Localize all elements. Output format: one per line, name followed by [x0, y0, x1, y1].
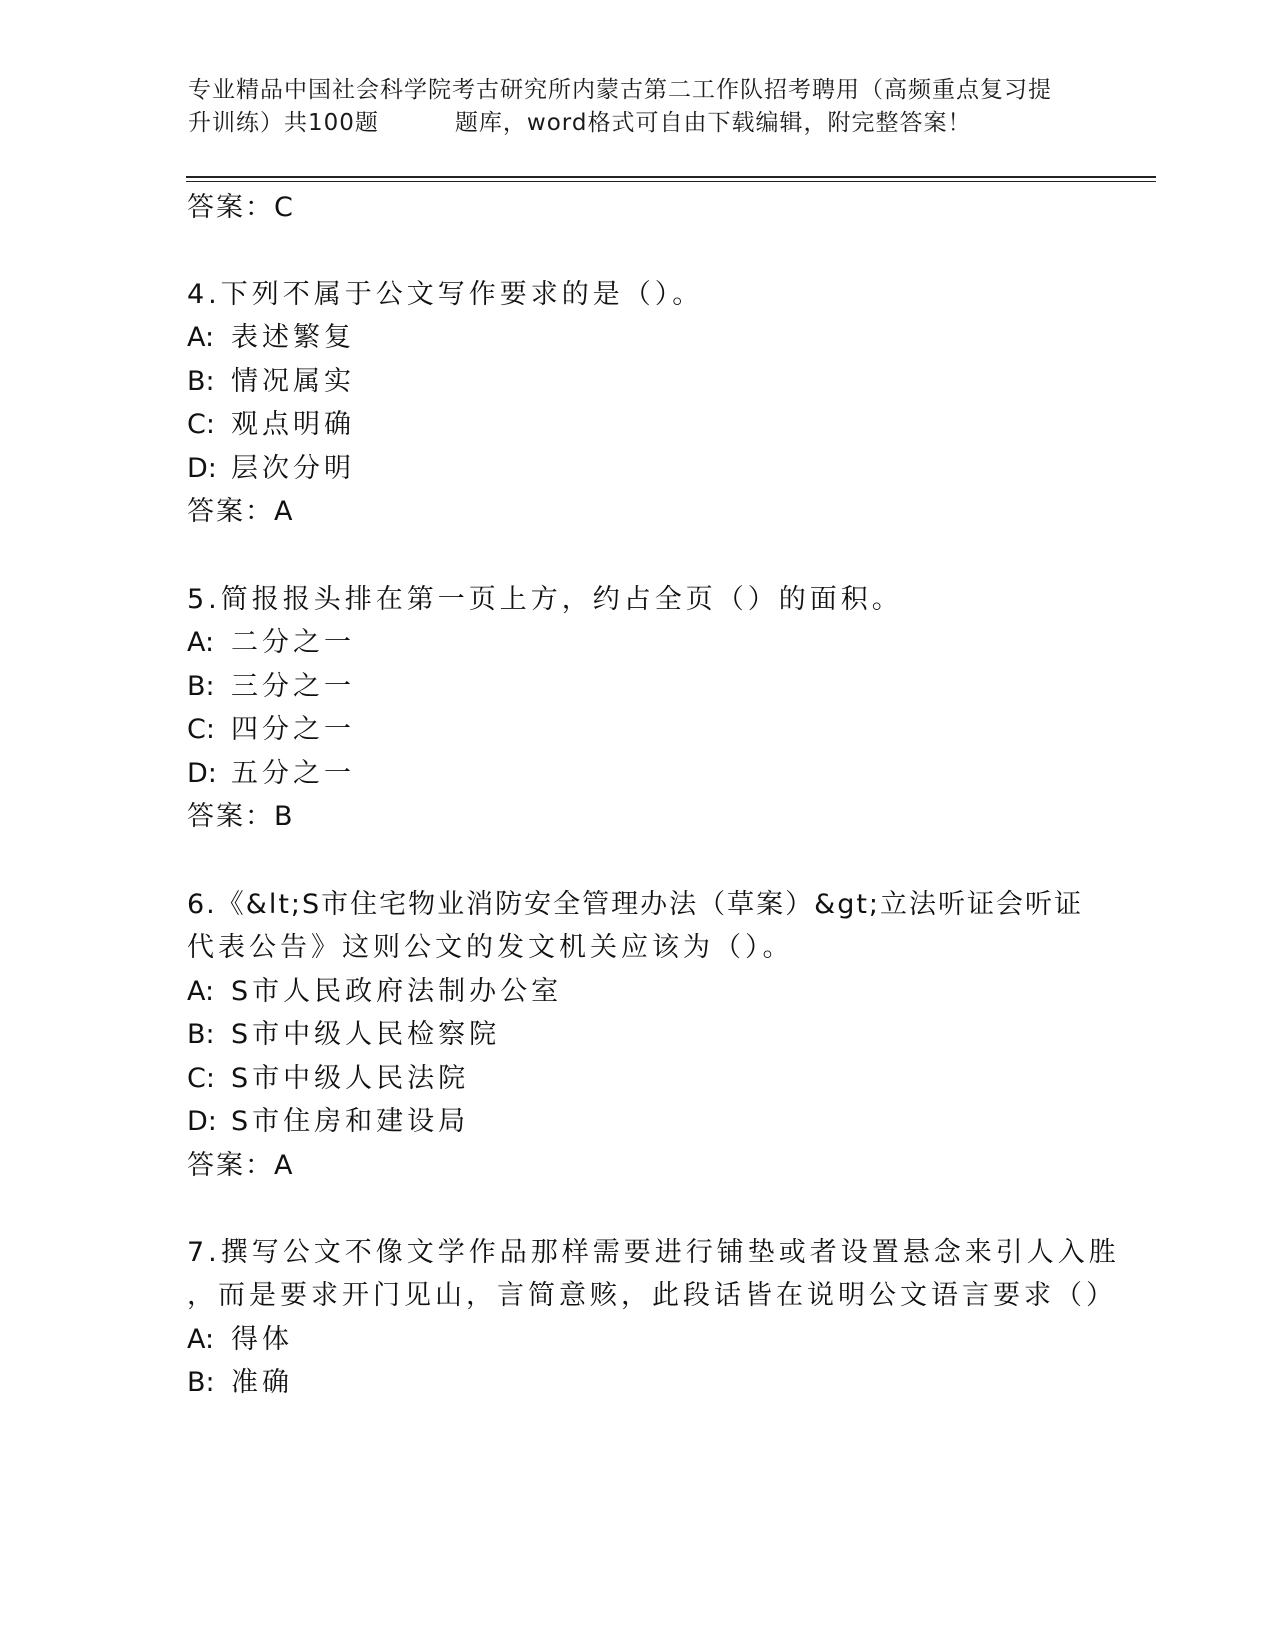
- header-rule-thin: [186, 181, 1156, 182]
- q4-option-a-letter: A:: [187, 322, 215, 353]
- q7-stem-line-2: ，而是要求开门见山，言简意赅，此段话皆在说明公文语言要求（）: [187, 1280, 1117, 1311]
- q4-option-b: [187, 364, 355, 400]
- q6-option-b: [187, 1017, 500, 1053]
- q4-answer-value: A: [274, 496, 294, 527]
- q6-answer-label: 答案：: [187, 1150, 274, 1181]
- q4-stem: 4.下列不属于公文写作要求的是（）。: [187, 279, 704, 310]
- header-line-2-right: 题库，word格式可自由下载编辑，附完整答案！: [454, 110, 972, 136]
- header-line-1: 专业精品中国社会科学院考古研究所内蒙古第二工作队招考聘用（高频重点复习提: [188, 77, 1052, 103]
- q4-answer-label: 答案：: [187, 496, 274, 527]
- q7-option-a: [187, 1322, 293, 1358]
- q6-option-d: [187, 1104, 469, 1140]
- q4-option-c-text: 观点明确: [231, 409, 355, 440]
- q6-option-b-letter: B:: [187, 1019, 215, 1050]
- q4-answer: [187, 494, 293, 530]
- q4-option-d-letter: D:: [187, 453, 217, 484]
- q5-option-c-text: 四分之一: [231, 714, 355, 745]
- q5-option-b: [187, 669, 355, 705]
- q7-option-b: [187, 1365, 293, 1401]
- q5-option-d-text: 五分之一: [231, 758, 355, 789]
- q4-option-a-text: 表述繁复: [231, 322, 355, 353]
- q6-option-a: [187, 974, 562, 1010]
- q6-stem-line-1: 6.《&lt;S市住宅物业消防安全管理办法（草案）&gt;立法听证会听证: [187, 889, 1084, 920]
- q4-option-d-text: 层次分明: [231, 453, 355, 484]
- q6-option-a-text: S市人民政府法制办公室: [231, 976, 563, 1007]
- q5-option-c: [187, 712, 355, 748]
- q6-option-c: [187, 1061, 469, 1097]
- header-rule-thick: [186, 176, 1156, 178]
- header-line-2: [188, 107, 1088, 140]
- q6-option-c-text: S市中级人民法院: [231, 1063, 470, 1094]
- page-header: [188, 74, 1088, 140]
- q6-option-d-letter: D:: [187, 1106, 217, 1137]
- q3-answer-label: 答案：: [187, 192, 274, 223]
- q3-answer-value: C: [274, 192, 294, 223]
- q5-option-a: [187, 625, 355, 661]
- q6-answer: [187, 1148, 293, 1184]
- q7-option-b-letter: B:: [187, 1367, 215, 1398]
- q5-option-a-letter: A:: [187, 627, 215, 658]
- q5-option-b-letter: B:: [187, 671, 215, 702]
- header-line-2-left: 升训练）共100题: [188, 110, 379, 136]
- q6-option-b-text: S市中级人民检察院: [231, 1019, 501, 1050]
- q4-option-b-letter: B:: [187, 366, 215, 397]
- q6-option-c-letter: C:: [187, 1063, 215, 1094]
- q3-answer: [187, 190, 294, 226]
- q4-option-c-letter: C:: [187, 409, 215, 440]
- q5-option-d: [187, 756, 355, 792]
- q7-stem-line-1: 7.撰写公文不像文学作品那样需要进行铺垫或者设置悬念来引人入胜: [187, 1237, 1120, 1268]
- q6-stem-line-2: 代表公告》这则公文的发文机关应该为（）。: [187, 932, 794, 963]
- q5-option-c-letter: C:: [187, 714, 215, 745]
- q6-answer-value: A: [274, 1150, 294, 1181]
- q4-option-b-text: 情况属实: [231, 366, 355, 397]
- q4-option-c: [187, 407, 355, 443]
- q5-answer-value: B: [274, 801, 294, 832]
- q5-answer-label: 答案：: [187, 801, 274, 832]
- q5-option-d-letter: D:: [187, 758, 217, 789]
- q6-option-d-text: S市住房和建设局: [231, 1106, 470, 1137]
- q7-option-b-text: 准确: [231, 1367, 293, 1398]
- q5-answer: [187, 799, 294, 835]
- q4-option-d: [187, 451, 355, 487]
- q5-stem: 5.简报报头排在第一页上方，约占全页（）的面积。: [187, 584, 903, 615]
- q4-option-a: [187, 320, 355, 356]
- q6-option-a-letter: A:: [187, 976, 215, 1007]
- q5-option-b-text: 三分之一: [231, 671, 355, 702]
- q7-option-a-letter: A:: [187, 1324, 215, 1355]
- q5-option-a-text: 二分之一: [231, 627, 355, 658]
- q7-option-a-text: 得体: [231, 1324, 293, 1355]
